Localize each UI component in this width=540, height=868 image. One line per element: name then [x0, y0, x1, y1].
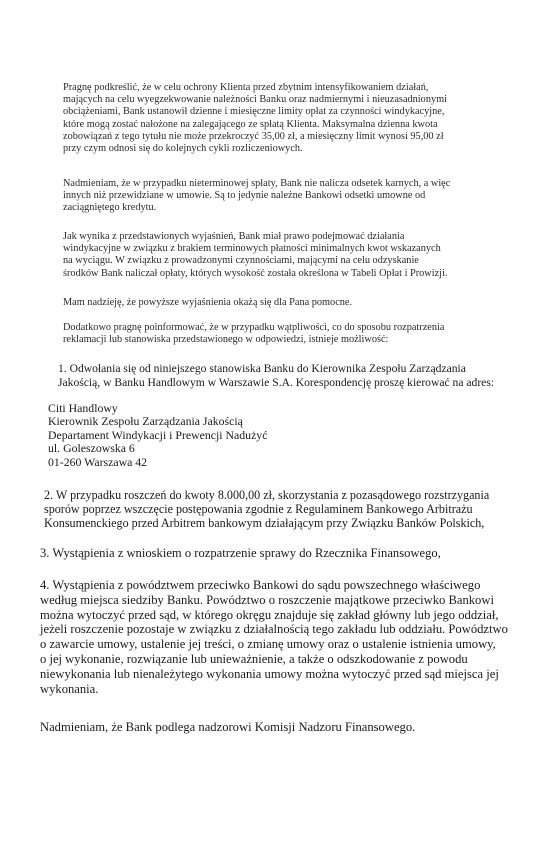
appeal-option-2: 2. W przypadku roszczeń do kwoty 8.000,00 zł, skorzystania z pozasądowego rozstrzygania sporów poprzez wszczęcie postępowania zgodnie z Regulaminem Bankowego Arbitrażu Konsumenckiego przed Arbitrem bankowym działającym przy Związku Banków Polskich,	[44, 488, 490, 531]
appeal-option-1: 1. Odwołania się od niniejszego stanowiska Banku do Kierownika Zespołu Zarządzania Jakością, w Banku Handlowym w Warszawie S.A. Korespondencję proszę kierować na adres:	[58, 362, 495, 389]
appeal-option-3: 3. Wystąpienia z wnioskiem o rozpatrzenie sprawy do Rzecznika Finansowego,	[40, 546, 441, 560]
paragraph-fee-limits: Pragnę podkreślić, że w celu ochrony Klienta przed zbytnim intensyfikowaniem działań, mających na celu wyegzekwowanie należności Banku oraz nadmiernymi i nieuzasadnionymi obciążeniami, Bank ustanowił dzienne i miesięczne limity opłat za czynności windykacyjne, które mogą zostać nałożone na zalegającego ze spłatą Klienta. Maksymalna dzienna kwota zobowiązań z tego tytułu nie może przekroczyć 35,00 zł, a miesięczny limit wynosi 95,00 zł przy czym odnosi się do kolejnych cykli rozliczeniowych.	[63, 82, 447, 155]
paragraph-appeal-intro: Dodatkowo pragnę poinformować, że w przypadku wątpliwości, co do sposobu rozpatrzenia reklamacji lub stanowiska przedstawionego w odpowiedzi, istnieje możliwość:	[63, 322, 445, 346]
paragraph-collection-actions: Jak wynika z przedstawionych wyjaśnień, Bank miał prawo podejmować działania windykacyjne w związku z brakiem terminowych płatności minimalnych kwot wskazanych na wyciągu. W związku z prowadzonymi czynnościami, mającymi na celu odzyskanie środków Bank naliczał opłaty, których wysokość została określona w Tabeli Opłat i Prowizji.	[63, 231, 448, 279]
correspondence-address: Citi Handlowy Kierownik Zespołu Zarządzania Jakością Departament Windykacji i Prewencji Nadużyć ul. Goleszowska 6 01-260 Warszawa 42	[48, 401, 268, 469]
appeal-option-4: 4. Wystąpienia z powództwem przeciwko Bankowi do sądu powszechnego właściwego według miejsca siedziby Banku. Powództwo o roszczenie majątkowe przeciwko Bankowi można wytoczyć przed sąd, w którego okręgu znajduje się zakład główny lub jego oddział, jeżeli roszczenie pozostaje w związku z działalnością tego zakładu lub oddziału. Powództwo o zawarcie umowy, ustalenie jej treści, o zmianę umowy oraz o ustalenie istnienia umowy, o jej wykonanie, rozwiązanie lub unieważnienie, a także o odszkodowanie z powodu niewykonania lub nienależytego wykonania umowy można wytoczyć przed sąd miejsca jej wykonania.	[40, 578, 508, 696]
paragraph-interest: Nadmieniam, że w przypadku nieterminowej spłaty, Bank nie nalicza odsetek karnych, a więc innych niż przewidziane w umowie. Są to jedynie należne Bankowi odsetki umowne od zaciągniętego kredytu.	[63, 178, 451, 214]
paragraph-hope: Mam nadzieję, że powyższe wyjaśnienia okażą się dla Pana pomocne.	[63, 297, 353, 308]
paragraph-supervision: Nadmieniam, że Bank podlega nadzorowi Komisji Nadzoru Finansowego.	[40, 720, 416, 734]
